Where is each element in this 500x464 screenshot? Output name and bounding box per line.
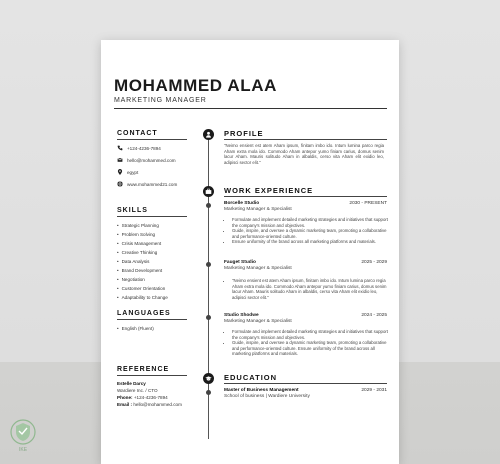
job-company: Studio Shodwe — [224, 313, 259, 318]
profile-heading: PROFILE — [224, 129, 264, 138]
watermark-logo — [8, 418, 38, 454]
contact-location-text: egypt — [127, 170, 139, 175]
skills-divider — [117, 216, 187, 217]
contact-phone-text: +124-4236-7894 — [127, 146, 161, 151]
skills-heading: SKILLS — [117, 207, 148, 214]
education-dates: 2029 - 2031 — [361, 388, 387, 393]
reference-name: Estelle Darcy — [117, 381, 146, 386]
languages-heading: LANGUAGES — [117, 310, 171, 317]
job-dates: 2024 - 2025 — [361, 313, 387, 318]
job-dates: 2030 - PRESENT — [349, 201, 387, 206]
skill-item: • Brand Development — [117, 268, 162, 273]
languages-divider — [117, 319, 187, 320]
job-bullet: • Formulate and implement detailed marketing strategies and initiatives that support the company's mission and objectives. — [232, 217, 392, 228]
job-bullets — [224, 278, 392, 300]
watermark-text: IKE — [18, 447, 28, 453]
skill-item: • Customer Orientation — [117, 286, 165, 291]
timeline-marker — [206, 203, 211, 208]
timeline-marker — [206, 315, 211, 320]
job-title: Marketing Manager & Specialist — [224, 319, 292, 324]
education-divider — [224, 383, 387, 384]
education-heading: EDUCATION — [224, 373, 278, 382]
job-company: Borcelle Studio — [224, 201, 260, 206]
job-bullet: • Guide, inspire, and oversee a dynamic marketing team, promoting a collaborative and performance-oriented culture. — [232, 228, 392, 239]
profile-divider — [224, 139, 387, 140]
job-title: Marketing Manager & Specialist — [224, 207, 292, 212]
job-bullets — [224, 217, 392, 245]
reference-divider — [117, 375, 187, 376]
skill-item: • Adaptability to Change — [117, 295, 168, 300]
job-bullets — [224, 329, 392, 357]
graduation-cap-icon — [203, 373, 214, 384]
job-company: Fauget Studio — [224, 260, 256, 265]
location-pin-icon — [117, 169, 123, 175]
education-degree: Master of Business Management — [224, 388, 299, 393]
contact-heading: CONTACT — [117, 130, 158, 137]
contact-location — [117, 170, 197, 176]
candidate-role: MARKETING MANAGER — [114, 97, 207, 104]
skill-item: • Data Analysis — [117, 259, 149, 264]
skill-item: • Strategic Planning — [117, 223, 159, 228]
profile-text: "Neimo ensient est atem Aham ipsum, finitam imbo ido. Intum lumina parco regia Aham extra mola ido. Commodo Aham antepor yumo finiam carius, domus senim lacur Aham. Mauris solitudo Aham in albaldis, cerso vita Aham elit exidio leo, adipisci sector elit." — [224, 143, 384, 165]
contact-website-text: www.mohammed21.com — [127, 182, 178, 187]
job-title: Marketing Manager & Specialist — [224, 266, 292, 271]
phone-icon — [117, 145, 123, 151]
globe-icon — [117, 181, 123, 187]
briefcase-icon — [203, 186, 214, 197]
job-dates: 2025 - 2029 — [361, 260, 387, 265]
job-bullet: • "Neimo ensient est atem Aham ipsum, finitam imbo ido. Intum lumina parco regia Aham extra mola ido. Commodo Aham antepor yumo finiam carius, domus senim lacur Aham. Mauris solitudo Aham in albaldis, cerso vita Aham elit exidio leo, adipisci sector elit." — [232, 278, 392, 300]
education-entry — [224, 388, 387, 399]
skill-item: • Problem Solving — [117, 232, 155, 237]
reference-heading: REFERENCE — [117, 366, 170, 373]
contact-email[interactable] — [117, 158, 197, 164]
header-divider — [114, 108, 387, 109]
experience-heading: WORK EXPERIENCE — [224, 186, 314, 195]
mail-icon — [117, 157, 123, 163]
education-school: School of business | Wardiere University — [224, 394, 310, 399]
job-entry — [224, 201, 387, 212]
contact-divider — [117, 139, 187, 140]
job-bullet: • Ensure uniformity of the brand across all marketing platforms and materials. — [232, 239, 392, 245]
timeline-marker — [206, 262, 211, 267]
skill-item: • Negotiation — [117, 277, 145, 282]
language-item: • English (Fluent) — [117, 326, 154, 331]
timeline-marker — [206, 390, 211, 395]
candidate-name: MOHAMMED ALAA — [114, 76, 277, 95]
job-entry — [224, 313, 387, 324]
skill-item: • Crisis Management — [117, 241, 161, 246]
job-bullet: • Formulate and implement detailed marketing strategies and initiatives that support the company's mission and objectives. — [232, 329, 392, 340]
reference-email: Email : hello@mohammed.com — [117, 402, 182, 407]
job-bullet: • Guide, inspire, and oversee a dynamic marketing team, promoting a collaborative and performance-oriented culture. Ensure uniformity of the brand across all marketing platforms and materials. — [232, 340, 392, 357]
reference-org: Wardiere Inc. / CTO — [117, 388, 158, 393]
contact-phone — [117, 146, 197, 152]
experience-divider — [224, 196, 387, 197]
resume-page — [101, 40, 399, 464]
reference-phone: Phone: +124-4236-7894 — [117, 395, 168, 400]
contact-email-text: hello@mohammed.com — [127, 158, 176, 163]
job-entry — [224, 260, 387, 271]
profile-icon — [203, 129, 214, 140]
skill-item: • Creative Thinking — [117, 250, 157, 255]
contact-website[interactable] — [117, 182, 178, 188]
